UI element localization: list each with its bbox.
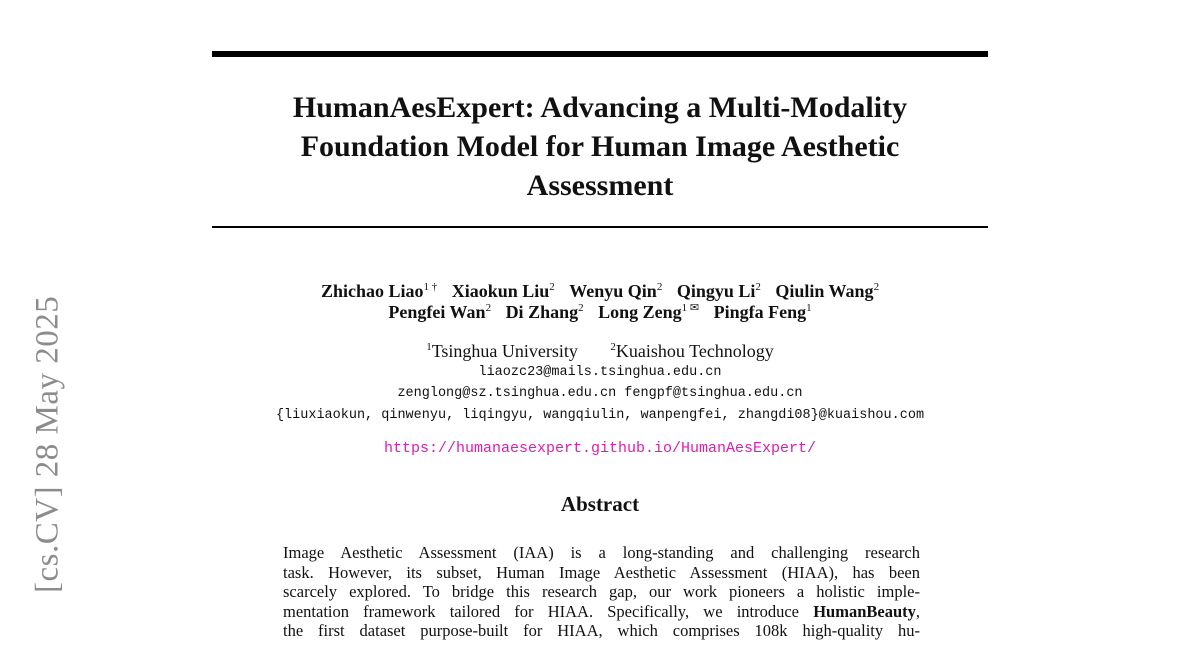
author-line bbox=[212, 281, 988, 302]
affiliation-name: Tsinghua University bbox=[431, 341, 578, 361]
author-name: Pingfa Feng bbox=[713, 302, 807, 322]
arxiv-stamp-text: [cs.CV] 28 May 2025 bbox=[29, 296, 66, 594]
abstract-line: Image Aesthetic Assessment (IAA) is a long-standing and challenging research bbox=[283, 543, 920, 562]
author bbox=[714, 302, 812, 322]
affiliation bbox=[610, 341, 773, 361]
author-name: Zhichao Liao bbox=[320, 281, 424, 301]
paper-title bbox=[212, 88, 988, 205]
author-affiliation-mark: 2 bbox=[485, 302, 492, 314]
author-name: Xiaokun Liu bbox=[451, 281, 550, 301]
abstract-line bbox=[283, 602, 920, 622]
author-affiliation-mark: 2 bbox=[549, 281, 555, 293]
abstract-text: mentation framework tailored for HIAA. Specifically, we introduce bbox=[283, 601, 814, 621]
abstract-line: task. However, its subset, Human Image Aesthetic Assessment (HIAA), has been bbox=[283, 562, 920, 582]
author-affiliation-mark: 2 bbox=[656, 281, 663, 293]
title-line: Foundation Model for Human Image Aesthetic bbox=[300, 130, 900, 163]
author bbox=[677, 281, 761, 301]
author-name: Di Zhang bbox=[505, 302, 579, 322]
email-line: zenglong@sz.tsinghua.edu.cn fengpf@tsinghua.edu.cn bbox=[397, 386, 803, 401]
arxiv-stamp bbox=[24, 296, 72, 648]
author-list bbox=[212, 281, 988, 323]
author-name: Qiulin Wang bbox=[775, 281, 874, 301]
affiliation bbox=[426, 341, 578, 361]
abstract-line: the first dataset purpose-built for HIAA, which comprises 108k high-quality hu- bbox=[283, 621, 920, 640]
author-line bbox=[212, 302, 988, 323]
abstract-heading: Abstract bbox=[560, 492, 640, 516]
affiliation-mark: 1 bbox=[426, 341, 432, 353]
author-affiliation-mark: 1 ✉ bbox=[681, 302, 700, 314]
title-line: HumanAesExpert: Advancing a Multi-Modality bbox=[292, 91, 908, 124]
email-line: liaozc23@mails.tsinghua.edu.cn bbox=[478, 365, 722, 380]
author-affiliation-mark: 1 bbox=[806, 302, 812, 314]
author-name: Long Zeng bbox=[598, 302, 682, 322]
email-line: {liuxiaokun, qinwenyu, liqingyu, wangqiulin, wanpengfei, zhangdi08}@kuaishou.com bbox=[275, 408, 925, 423]
author-affiliation-mark: 2 bbox=[755, 281, 761, 293]
title-bottom-rule bbox=[212, 226, 988, 228]
affiliation-name: Kuaishou Technology bbox=[615, 341, 774, 361]
author bbox=[452, 281, 555, 301]
author bbox=[506, 302, 584, 322]
author-name: Qingyu Li bbox=[676, 281, 756, 301]
title-line: Assessment bbox=[526, 169, 674, 202]
author-affiliation-mark: 2 bbox=[873, 281, 880, 293]
affiliation-mark: 2 bbox=[610, 341, 616, 353]
author bbox=[775, 281, 879, 301]
author-affiliation-mark: 1 † bbox=[423, 281, 438, 293]
author bbox=[569, 281, 662, 301]
title-top-rule bbox=[212, 51, 988, 57]
author-affiliation-mark: 2 bbox=[578, 302, 584, 314]
author-name: Pengfei Wan bbox=[388, 302, 486, 322]
author bbox=[598, 302, 699, 322]
affiliations bbox=[212, 341, 988, 361]
dataset-name: HumanBeauty bbox=[813, 601, 916, 621]
author-name: Wenyu Qin bbox=[569, 281, 657, 301]
project-url-link[interactable]: https://humanaesexpert.github.io/HumanAesExpert/ bbox=[383, 440, 817, 457]
abstract-text: , bbox=[915, 601, 920, 621]
author bbox=[321, 281, 437, 301]
abstract-line: scarcely explored. To bridge this research gap, our work pioneers a holistic imple- bbox=[283, 582, 920, 601]
abstract-body bbox=[283, 543, 920, 641]
author bbox=[388, 302, 491, 322]
